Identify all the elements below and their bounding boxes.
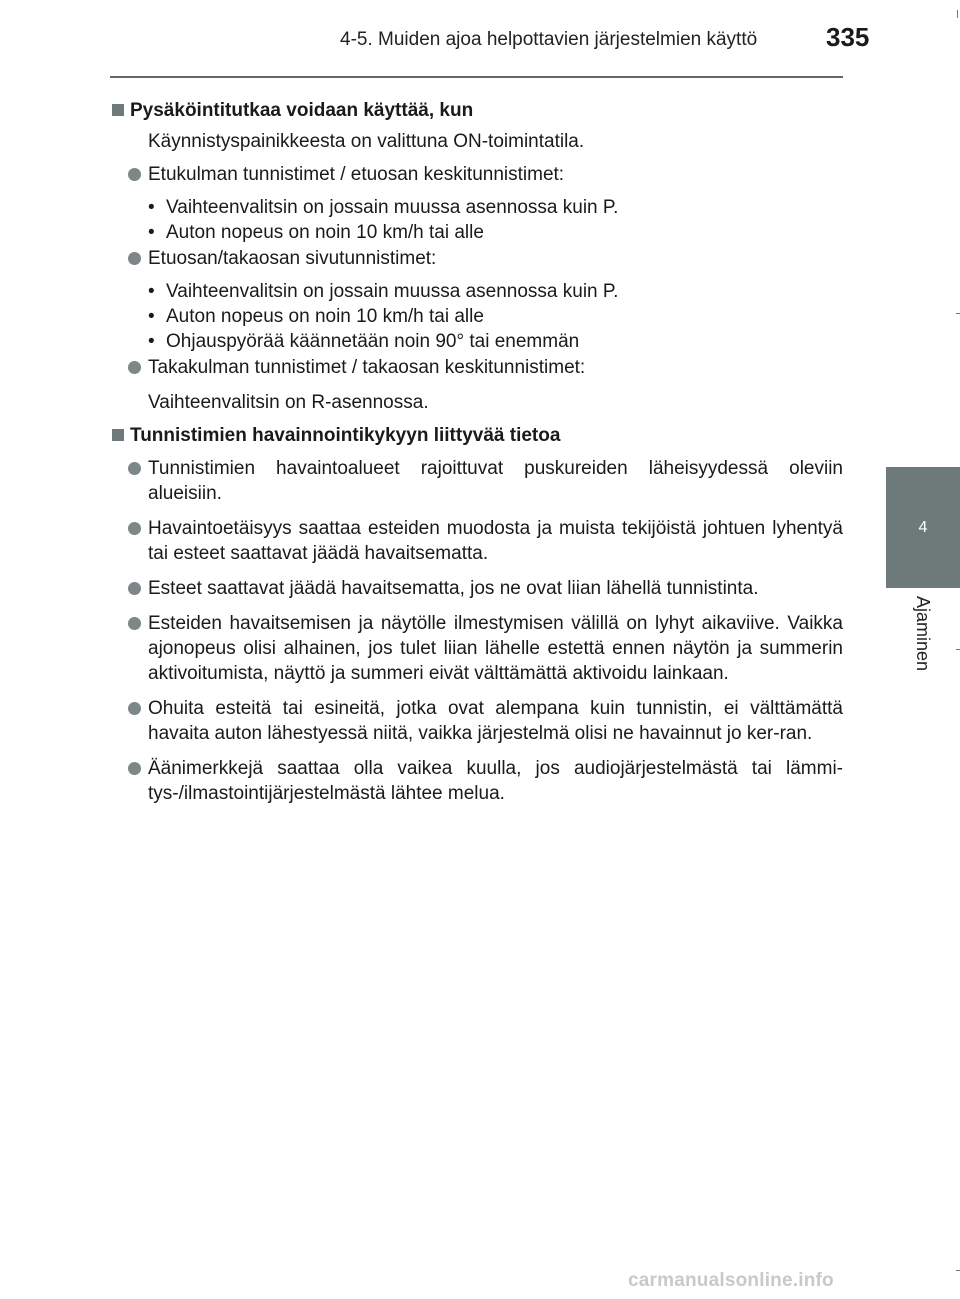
chapter-number: 4: [918, 518, 928, 536]
bullet-item: • Vaihteenvalitsin on jossain muussa asennossa kuin P.: [148, 281, 619, 302]
bullet-mark: •: [148, 197, 155, 218]
bullet-item: • Auton nopeus on noin 10 km/h tai alle: [148, 222, 484, 243]
chapter-tab: [886, 467, 960, 588]
paragraph: Vaihteenvalitsin on R-asennossa.: [148, 392, 429, 413]
circle-item: Takakulman tunnistimet / takaosan keskitunnistimet:: [110, 355, 843, 380]
circle-bullet-icon: [128, 617, 141, 630]
paragraph: Käynnistyspainikkeesta on valittuna ON-toimintatila.: [148, 131, 585, 152]
circle-bullet-icon: [128, 462, 141, 475]
square-bullet-icon: [112, 429, 124, 441]
bullet-item: • Ohjauspyörää käännetään noin 90° tai enemmän: [148, 331, 580, 352]
running-header-section: 4-5. Muiden ajoa helpottavien järjestelmien käyttö: [340, 29, 758, 50]
section-heading: Pysäköintitutkaa voidaan käyttää, kun: [110, 98, 843, 123]
circle-item: Ohuita esteitä tai esineitä, jotka ovat alempana kuin tunnistin, ei välttämättä havaita auton lähestyessä niitä, vaikka järjestelmä olisi ne havainnut jo ker-ran.: [110, 696, 843, 746]
chapter-title: Ajaminen: [913, 595, 934, 671]
circle-bullet-icon: [128, 361, 141, 374]
crop-mark-mid-upper: [956, 313, 960, 314]
bullet-item: • Auton nopeus on noin 10 km/h tai alle: [148, 306, 484, 327]
circle-item: Äänimerkkejä saattaa olla vaikea kuulla, jos audiojärjestelmästä tai lämmi-tys-/ilmastointijärjestelmästä lähtee melua.: [110, 756, 843, 806]
square-bullet-icon: [112, 104, 124, 116]
bullet-mark: •: [148, 331, 155, 352]
circle-item: Tunnistimien havaintoalueet rajoittuvat puskureiden läheisyydessä oleviin alueisiin.: [110, 456, 843, 506]
circle-item: Etuosan/takaosan sivutunnistimet:: [110, 246, 843, 271]
header-divider: [110, 76, 843, 78]
circle-item: Esteiden havaitsemisen ja näytölle ilmestymisen välillä on lyhyt aikaviive. Vaikka ajonopeus olisi alhainen, jos tulet liian lähelle estettä ennen näytön ja summerin aktivoitumista, näyttö ja summeri eivät välttämättä aktivoidu lainkaan.: [110, 611, 843, 686]
circle-bullet-icon: [128, 702, 141, 715]
bullet-mark: •: [148, 306, 155, 327]
crop-mark-bottom: [956, 1270, 960, 1271]
section-heading: Tunnistimien havainnointikykyyn liittyvää tietoa: [110, 423, 843, 448]
bullet-mark: •: [148, 281, 155, 302]
circle-bullet-icon: [128, 252, 141, 265]
circle-bullet-icon: [128, 522, 141, 535]
crop-mark-top: [957, 10, 958, 18]
circle-item: Etukulman tunnistimet / etuosan keskitunnistimet:: [110, 162, 843, 187]
circle-bullet-icon: [128, 168, 141, 181]
bullet-item: • Vaihteenvalitsin on jossain muussa asennossa kuin P.: [148, 197, 619, 218]
watermark: carmanualsonline.info: [628, 1270, 834, 1291]
page-content: [110, 92, 843, 806]
circle-item: Esteet saattavat jäädä havaitsematta, jos ne ovat liian lähellä tunnistinta.: [110, 576, 843, 601]
circle-item: Havaintoetäisyys saattaa esteiden muodosta ja muista tekijöistä johtuen lyhentyä tai esteet saattavat jäädä havaitsematta.: [110, 516, 843, 566]
bullet-mark: •: [148, 222, 155, 243]
circle-bullet-icon: [128, 582, 141, 595]
page-number: 335: [826, 22, 870, 52]
circle-bullet-icon: [128, 762, 141, 775]
chapter-label: [886, 588, 960, 678]
